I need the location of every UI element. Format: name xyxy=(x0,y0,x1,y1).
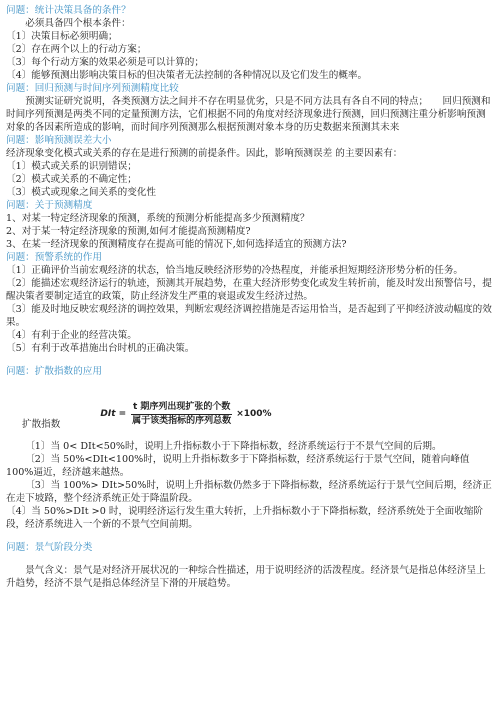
list-item: 〔4〕有利于企业的经营决策。 xyxy=(6,330,137,341)
section-business-cycle-stages xyxy=(6,541,494,590)
list-item: 2、对于某一特定经济现象的预测,如何才能提高预测精度? xyxy=(6,226,251,237)
formula-lhs: DIt = xyxy=(100,408,127,419)
list-item: 〔2〕能描述宏观经济运行的轨迹，预测其开展趋势，在重大经济形势变化或发生转折前，能及时发出预警信号，提醒决策者要制定适宜的政策，防止经济发生严重的衰退或发生经济过热。 xyxy=(6,278,492,302)
section-forecast-accuracy-comparison xyxy=(6,82,494,134)
section-forecast-error xyxy=(6,134,494,199)
list-item: 〔1〕决策目标必须明确； xyxy=(6,31,118,42)
section-title: 问题：影响预测误差大小 xyxy=(6,135,112,146)
list-item: 〔4〕能够预测出影响决策目标的但决策者无法控制的各种情况以及它们发生的概率。 xyxy=(6,70,368,81)
list-item: 〔1〕当 0< DIt<50%时，说明上升指标数小于下降指标数，经济系统运行于不景气空间的后期。 xyxy=(25,441,442,452)
formula-expression xyxy=(100,401,271,428)
section-decision-conditions xyxy=(6,4,494,82)
section-warning-system xyxy=(6,251,494,355)
formula-fraction xyxy=(130,401,233,428)
paragraph: 必须具备四个根本条件： xyxy=(25,18,131,29)
section-title: 问题：统计决策具备的条件？ xyxy=(6,5,131,16)
list-item: 〔1〕正确评价当前宏观经济的状态，恰当地反映经济形势的冷热程度，并能承担短期经济形势分析的任务。 xyxy=(6,265,464,276)
paragraph: 预测实证研究说明，各类预测方法之间并不存在明显优劣，只是不同方法具有各自不同的特点； 回归预测和时间序列预测是两类不同的定量预测方法，它们根据不同的角度对经济现象进行预测，回归预测注重分析影响预测对象的各因素所造成的影响，而时间序列预测那么根据预测对象本身的历史数据来预测其未来 xyxy=(6,96,491,133)
list-item: 1、对某一特定经济现象的预测，系统的预测分析能提高多少预测精度？ xyxy=(6,213,310,224)
list-item: 〔4〕当 50%>DIt >0 时，说明经济运行发生重大转折，上升指标数小于下降指标数，经济系统处于全面收缩阶段，经济系统进入一个新的不景气空间前期。 xyxy=(6,506,484,530)
section-title: 问题：扩散指数的应用 xyxy=(6,366,102,377)
section-title: 问题：回归预测与时间序列预测精度比较 xyxy=(6,83,179,94)
paragraph: 景气含义：景气是对经济开展状况的一种综合性描述，用于说明经济的活泼程度。经济景气是指总体经济呈上升趋势，经济不景气是指总体经济呈下滑的开展趋势。 xyxy=(6,565,486,589)
formula-lead: 扩散指数 xyxy=(22,418,61,430)
list-item: 〔5〕有利于改革措施出台时机的正确决策。 xyxy=(6,343,195,354)
list-item: 〔3〕每个行动方案的效果必须是可以计算的； xyxy=(6,57,204,68)
paragraph: 经济现象变化模式或关系的存在是进行预测的前提条件。因此，影响预测误差 的主要因素有： xyxy=(6,148,403,159)
section-forecast-precision xyxy=(6,199,494,251)
section-title: 问题：预警系统的作用 xyxy=(6,252,102,263)
section-title: 问题：关于预测精度 xyxy=(6,200,93,211)
list-item: 〔3〕模式或现象之间关系的变化性 xyxy=(6,187,157,198)
list-item: 〔2〕模式或关系的不确定性； xyxy=(6,174,137,185)
list-item: 〔2〕存在两个以上的行动方案； xyxy=(6,44,147,55)
diffusion-index-formula xyxy=(22,388,494,440)
section-diffusion-index xyxy=(6,365,494,531)
list-item: 〔3〕当 100%> DIt>50%时，说明上升指标数仍然多于下降指标数，经济系统运行于景气空间后期，经济正在走下坡路，整个经济系统正处于降温阶段。 xyxy=(6,480,492,504)
list-item: 〔3〕能及时地反映宏观经济的调控效果，判断宏观经济调控措施是否运用恰当，是否起到了平抑经济波动幅度的效果。 xyxy=(6,304,492,328)
list-item: 〔1〕模式或关系的识别错误； xyxy=(6,161,137,172)
section-title: 问题：景气阶段分类 xyxy=(6,542,93,553)
formula-denominator: 属于该类指标的序列总数 xyxy=(132,415,232,426)
list-item: 〔2〕当 50%<DIt<100%时，说明上升指标数多于下降指标数，经济系统运行于景气空间，随着向峰值 100%逼近，经济越来越热。 xyxy=(6,454,470,478)
formula-numerator: t 期序列出现扩张的个数 xyxy=(131,401,232,415)
formula-multiplier: ×100% xyxy=(236,408,272,419)
list-item: 3、在某一经济现象的预测精度存在提高可能的情况下,如何选择适宜的预测方法? xyxy=(6,239,347,250)
